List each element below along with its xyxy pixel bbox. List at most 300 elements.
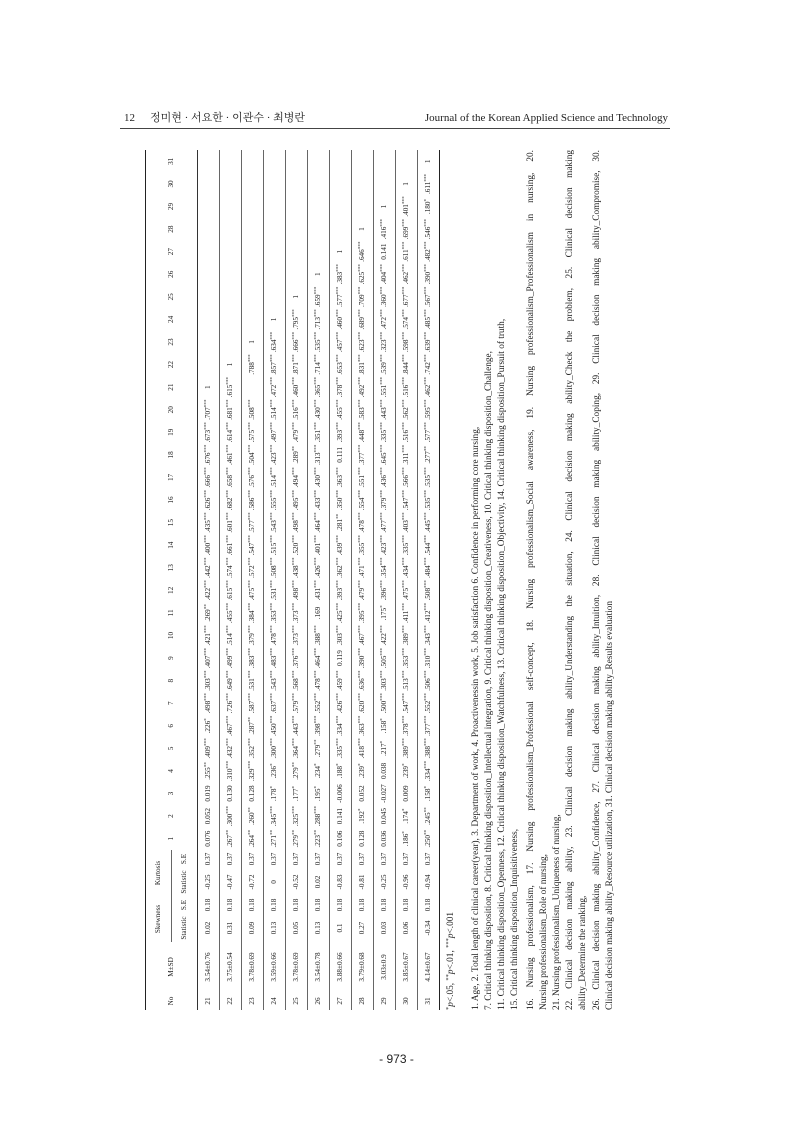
correlation-cell: .625*** xyxy=(352,263,374,286)
correlation-cell: 1 xyxy=(330,240,352,263)
correlation-cell: .390*** xyxy=(418,263,440,286)
correlation-cell: .174* xyxy=(396,805,418,828)
correlation-cell: .401*** xyxy=(396,195,418,218)
column-header: 7 xyxy=(146,692,198,715)
column-header: 5 xyxy=(146,737,198,760)
correlation-cell xyxy=(330,173,352,196)
skewness-se: 0.18 xyxy=(198,896,220,914)
table-row xyxy=(264,150,286,1010)
correlation-cell: .535*** xyxy=(418,466,440,489)
correlation-cell xyxy=(374,173,396,196)
correlation-cell xyxy=(220,308,242,331)
correlation-cell: .508*** xyxy=(242,398,264,421)
correlation-cell: .831*** xyxy=(352,353,374,376)
correlation-cell xyxy=(242,263,264,286)
correlation-cell: .464*** xyxy=(308,647,330,670)
correlation-cell: 0.128 xyxy=(352,827,374,850)
correlation-cell xyxy=(308,218,330,241)
correlation-cell xyxy=(242,173,264,196)
correlation-cell: .279** xyxy=(286,827,308,850)
correlation-cell: .433*** xyxy=(308,489,330,512)
correlation-cell: .226* xyxy=(198,715,220,738)
column-header: 26 xyxy=(146,263,198,286)
column-header: 4 xyxy=(146,760,198,783)
skewness-se: 0.18 xyxy=(418,896,440,914)
correlation-cell xyxy=(286,263,308,286)
correlation-cell: .377*** xyxy=(418,715,440,738)
correlation-cell xyxy=(330,195,352,218)
correlation-cell: .401*** xyxy=(308,534,330,557)
correlation-cell: .269** xyxy=(198,602,220,625)
row-number: 26 xyxy=(308,992,330,1010)
correlation-cell: .383*** xyxy=(330,263,352,286)
correlation-cell: .566*** xyxy=(396,466,418,489)
correlation-cell: .595*** xyxy=(418,398,440,421)
correlation-cell xyxy=(198,173,220,196)
correlation-cell: .484*** xyxy=(418,556,440,579)
correlation-cell: .462*** xyxy=(396,263,418,286)
correlation-cell: .355*** xyxy=(352,534,374,557)
correlation-cell: .267** xyxy=(220,827,242,850)
kurtosis-statistic: -0.52 xyxy=(286,868,308,896)
correlation-cell: .281** xyxy=(330,511,352,534)
correlation-cell: .335*** xyxy=(330,737,352,760)
correlation-cell: .362*** xyxy=(330,556,352,579)
note-line: 15. Critical thinking disposition_Inquisitiveness, xyxy=(510,828,520,1010)
correlation-cell: .288*** xyxy=(308,805,330,828)
table-row xyxy=(418,150,440,1010)
correlation-cell: .547*** xyxy=(396,692,418,715)
correlation-cell: .352*** xyxy=(242,737,264,760)
correlation-cell xyxy=(352,195,374,218)
kurtosis-se: 0.37 xyxy=(220,850,242,868)
correlation-cell: .574*** xyxy=(220,556,242,579)
correlation-cell: .479*** xyxy=(352,579,374,602)
correlation-cell: .325*** xyxy=(286,805,308,828)
correlation-cell xyxy=(352,150,374,173)
correlation-cell: .577*** xyxy=(330,286,352,309)
correlation-cell: .514*** xyxy=(264,398,286,421)
correlation-cell: .377*** xyxy=(352,444,374,467)
correlation-cell: .313*** xyxy=(308,444,330,467)
correlation-cell: .310*** xyxy=(220,760,242,783)
correlation-cell: .742*** xyxy=(418,353,440,376)
correlation-cell: 0.130 xyxy=(220,782,242,805)
correlation-cell: .506*** xyxy=(418,669,440,692)
correlation-cell: 0.106 xyxy=(330,827,352,850)
correlation-cell: .567*** xyxy=(418,286,440,309)
correlation-cell: .310*** xyxy=(418,647,440,670)
correlation-cell: .303*** xyxy=(374,669,396,692)
mean-sd: 3.54±0.76 xyxy=(198,942,220,992)
skewness-statistic: 0.13 xyxy=(308,914,330,942)
correlation-cell: .404*** xyxy=(374,263,396,286)
mean-sd: 3.03±0.9 xyxy=(374,942,396,992)
correlation-cell: .572*** xyxy=(242,556,264,579)
correlation-cell: .498*** xyxy=(198,692,220,715)
correlation-cell: .576*** xyxy=(242,466,264,489)
correlation-cell: .277** xyxy=(418,444,440,467)
header-kurtosis: Kurtosis xyxy=(146,850,172,896)
correlation-cell: .421*** xyxy=(198,624,220,647)
correlation-cell: .180* xyxy=(418,195,440,218)
mean-sd: 4.14±0.67 xyxy=(418,942,440,992)
correlation-cell: .673*** xyxy=(198,421,220,444)
correlation-cell xyxy=(198,240,220,263)
correlation-cell: .551*** xyxy=(352,466,374,489)
row-number: 25 xyxy=(286,992,308,1010)
row-number: 27 xyxy=(330,992,352,1010)
correlation-cell: .500*** xyxy=(374,692,396,715)
correlation-cell: .287** xyxy=(242,715,264,738)
correlation-cell: .552*** xyxy=(308,692,330,715)
column-header: 2 xyxy=(146,805,198,828)
skewness-se: 0.18 xyxy=(330,896,352,914)
correlation-cell: .188* xyxy=(330,760,352,783)
correlation-cell xyxy=(198,150,220,173)
correlation-cell: .568*** xyxy=(286,669,308,692)
correlation-cell xyxy=(264,286,286,309)
skewness-se: 0.18 xyxy=(264,896,286,914)
row-number: 30 xyxy=(396,992,418,1010)
kurtosis-se: 0.37 xyxy=(198,850,220,868)
correlation-cell: .423*** xyxy=(264,444,286,467)
correlation-cell xyxy=(264,173,286,196)
skewness-statistic: 0.06 xyxy=(396,914,418,942)
correlation-cell: .614*** xyxy=(220,421,242,444)
row-number: 31 xyxy=(418,992,440,1010)
correlation-cell: .516*** xyxy=(396,376,418,399)
header-skewness: Skewness xyxy=(146,896,172,942)
correlation-cell: .436*** xyxy=(374,466,396,489)
correlation-cell xyxy=(242,218,264,241)
correlation-cell: .393*** xyxy=(330,579,352,602)
correlation-cell: .457*** xyxy=(330,331,352,354)
correlation-cell: .334*** xyxy=(330,715,352,738)
correlation-cell xyxy=(330,150,352,173)
correlation-cell: .379*** xyxy=(374,489,396,512)
correlation-cell: .497*** xyxy=(264,421,286,444)
correlation-cell: .535*** xyxy=(418,489,440,512)
correlation-cell: .543*** xyxy=(264,669,286,692)
skewness-statistic: 0.02 xyxy=(198,914,220,942)
correlation-cell xyxy=(286,218,308,241)
correlation-cell: .485*** xyxy=(418,308,440,331)
correlation-cell: .395*** xyxy=(352,602,374,625)
column-header: 24 xyxy=(146,308,198,331)
correlation-cell: .416*** xyxy=(374,218,396,241)
kurtosis-se: 0.37 xyxy=(286,850,308,868)
correlation-cell: .666*** xyxy=(198,466,220,489)
correlation-cell: .499*** xyxy=(220,647,242,670)
column-header: 31 xyxy=(146,150,198,173)
kurtosis-statistic: -0.25 xyxy=(198,868,220,896)
correlation-cell: .373*** xyxy=(286,624,308,647)
correlation-cell xyxy=(286,195,308,218)
correlation-cell: .579*** xyxy=(286,692,308,715)
correlation-cell: .442*** xyxy=(198,556,220,579)
correlation-cell: .448*** xyxy=(352,421,374,444)
correlation-cell: .461*** xyxy=(220,444,242,467)
correlation-cell: .726*** xyxy=(220,692,242,715)
note-line: 7. Critical thinking disposition, 8. Critical thinking disposition_Intellectual integration, 9. Critical thinking disposition_Creativeness, 10. Critical thinking disposition_Challenge, xyxy=(484,351,494,1010)
correlation-cell: .438*** xyxy=(286,556,308,579)
correlation-cell: .239* xyxy=(396,760,418,783)
note-line: 1. Age, 2. Total length of clinical career(year), 3. Department of work, 4. Proactivenessin work, 5. Job satisfaction 6. Confidence in performing core nursing, xyxy=(471,426,481,1010)
correlation-cell: .586*** xyxy=(242,489,264,512)
skewness-se: 0.18 xyxy=(374,896,396,914)
correlation-cell: -0.006 xyxy=(330,782,352,805)
correlation-cell: .311*** xyxy=(396,444,418,467)
correlation-cell: .577*** xyxy=(242,511,264,534)
correlation-cell: .158* xyxy=(374,715,396,738)
row-number: 24 xyxy=(264,992,286,1010)
correlation-cell: .450*** xyxy=(264,715,286,738)
header-kurtosis-statistic: Statistic xyxy=(172,868,198,896)
correlation-cell: .271** xyxy=(264,827,286,850)
correlation-cell: .378*** xyxy=(396,715,418,738)
column-header: 28 xyxy=(146,218,198,241)
correlation-cell: .498*** xyxy=(286,579,308,602)
correlation-cell xyxy=(374,150,396,173)
correlation-cell: .459*** xyxy=(330,669,352,692)
correlation-cell: .649*** xyxy=(220,669,242,692)
column-header: 30 xyxy=(146,173,198,196)
column-header: 19 xyxy=(146,421,198,444)
table-row xyxy=(286,150,308,1010)
correlation-cell: .699*** xyxy=(396,218,418,241)
correlation-cell: .689*** xyxy=(352,308,374,331)
correlation-cell: .795*** xyxy=(286,308,308,331)
correlation-cell: .434*** xyxy=(396,556,418,579)
correlation-table xyxy=(145,150,440,1010)
rotated-table-block xyxy=(145,150,620,1010)
correlation-cell: 1 xyxy=(374,195,396,218)
correlation-cell: .620*** xyxy=(352,692,374,715)
correlation-cell xyxy=(198,286,220,309)
correlation-cell: 0.045 xyxy=(374,805,396,828)
correlation-cell: .300*** xyxy=(220,805,242,828)
correlation-cell: .598*** xyxy=(396,331,418,354)
mean-sd: 3.59±0.66 xyxy=(264,942,286,992)
correlation-cell: .554*** xyxy=(352,489,374,512)
correlation-cell: .435*** xyxy=(198,511,220,534)
note-line: Clinical decision making ability_Resource utilization, 31. Clinical decision making ability_Results evaluation xyxy=(605,601,615,1010)
correlation-cell: .411*** xyxy=(396,602,418,625)
correlation-cell: 1 xyxy=(352,218,374,241)
correlation-cell: .477*** xyxy=(374,511,396,534)
page-footer-number: - 973 - xyxy=(379,1052,414,1066)
correlation-cell: .455*** xyxy=(220,602,242,625)
table-header xyxy=(146,150,198,1010)
header-msd: M±SD xyxy=(146,942,198,992)
kurtosis-se: 0.37 xyxy=(352,850,374,868)
correlation-cell: .513*** xyxy=(396,669,418,692)
correlation-cell: .376*** xyxy=(286,647,308,670)
correlation-cell: 0.119 xyxy=(330,647,352,670)
correlation-cell: .543*** xyxy=(264,511,286,534)
correlation-cell: .634*** xyxy=(264,331,286,354)
correlation-cell: .334*** xyxy=(418,760,440,783)
author-list: 정미현 · 서요한 · 이관수 · 최병란 xyxy=(150,112,306,124)
column-header: 3 xyxy=(146,782,198,805)
correlation-cell: 1 xyxy=(308,263,330,286)
kurtosis-se: 0.37 xyxy=(264,850,286,868)
correlation-cell xyxy=(242,376,264,399)
correlation-cell xyxy=(352,173,374,196)
correlation-cell: .494*** xyxy=(286,466,308,489)
correlation-cell: .412*** xyxy=(418,602,440,625)
column-header: 11 xyxy=(146,602,198,625)
skewness-statistic: 0.05 xyxy=(286,914,308,942)
significance-note: *p<.05, **p<.01, ***p<.001 xyxy=(445,911,456,1010)
correlation-cell: .478*** xyxy=(264,624,286,647)
correlation-cell: .363*** xyxy=(330,466,352,489)
skewness-statistic: 0.09 xyxy=(242,914,264,942)
correlation-cell: .636*** xyxy=(352,669,374,692)
correlation-cell: .423*** xyxy=(374,534,396,557)
skewness-statistic: 0.27 xyxy=(352,914,374,942)
correlation-cell xyxy=(308,195,330,218)
correlation-cell: .396*** xyxy=(374,579,396,602)
correlation-cell: .460*** xyxy=(330,308,352,331)
kurtosis-statistic: -0.96 xyxy=(396,868,418,896)
correlation-cell xyxy=(264,195,286,218)
table-body xyxy=(198,150,440,1010)
correlation-cell: .422*** xyxy=(198,579,220,602)
correlation-cell: .575*** xyxy=(242,421,264,444)
correlation-cell: .393*** xyxy=(330,421,352,444)
correlation-cell: 0.076 xyxy=(198,827,220,850)
correlation-cell: .398*** xyxy=(308,715,330,738)
skewness-se: 0.18 xyxy=(396,896,418,914)
correlation-cell: .255** xyxy=(198,760,220,783)
correlation-cell: .422*** xyxy=(374,624,396,647)
column-header: 12 xyxy=(146,579,198,602)
skewness-statistic: 0.13 xyxy=(264,914,286,942)
header-skewness-se: S.E xyxy=(172,896,198,914)
correlation-cell: .239* xyxy=(352,760,374,783)
correlation-cell: .379*** xyxy=(242,624,264,647)
kurtosis-se: 0.37 xyxy=(396,850,418,868)
correlation-cell: .788*** xyxy=(242,353,264,376)
correlation-cell: .531*** xyxy=(242,669,264,692)
correlation-cell: .455*** xyxy=(330,398,352,421)
mean-sd: 3.75±0.54 xyxy=(220,942,242,992)
kurtosis-se: 0.37 xyxy=(330,850,352,868)
correlation-cell xyxy=(220,173,242,196)
correlation-cell: .418*** xyxy=(352,737,374,760)
correlation-cell: .508*** xyxy=(418,579,440,602)
correlation-cell: .714*** xyxy=(308,353,330,376)
correlation-cell xyxy=(242,286,264,309)
mean-sd: 3.54±0.78 xyxy=(308,942,330,992)
correlation-cell: .425*** xyxy=(330,602,352,625)
column-header: 6 xyxy=(146,715,198,738)
column-header: 25 xyxy=(146,286,198,309)
correlation-cell: .351*** xyxy=(308,421,330,444)
correlation-cell xyxy=(220,150,242,173)
correlation-cell xyxy=(220,263,242,286)
header-row xyxy=(146,150,172,1010)
correlation-cell: 0.141 xyxy=(330,805,352,828)
note-line: 11. Critical thinking disposition_Openness, 12. Critical thinking disposition_Watchfulness, 13. Critical thinking disposition_Objectivity, 14. Critical thinking disposition_Pursuit of truth, xyxy=(497,318,507,1010)
correlation-cell xyxy=(308,173,330,196)
row-number: 28 xyxy=(352,992,374,1010)
correlation-cell: .658*** xyxy=(220,466,242,489)
correlation-cell: .177* xyxy=(286,782,308,805)
correlation-cell: .390*** xyxy=(352,647,374,670)
correlation-cell: .623*** xyxy=(352,331,374,354)
correlation-cell xyxy=(286,150,308,173)
kurtosis-statistic: 0.02 xyxy=(308,868,330,896)
correlation-cell: .653*** xyxy=(330,353,352,376)
correlation-cell: .353*** xyxy=(396,647,418,670)
correlation-cell: .479*** xyxy=(286,421,308,444)
correlation-cell: .264** xyxy=(242,827,264,850)
correlation-cell: .175* xyxy=(374,602,396,625)
row-number: 29 xyxy=(374,992,396,1010)
correlation-cell: .300*** xyxy=(264,737,286,760)
correlation-cell: .289** xyxy=(286,444,308,467)
table-row xyxy=(198,150,220,1010)
column-header: 8 xyxy=(146,669,198,692)
correlation-cell xyxy=(286,240,308,263)
column-header: 27 xyxy=(146,240,198,263)
correlation-cell: .431*** xyxy=(308,579,330,602)
correlation-cell: .498*** xyxy=(286,511,308,534)
table-row xyxy=(396,150,418,1010)
column-header: 20 xyxy=(146,398,198,421)
mean-sd: 3.78±0.69 xyxy=(242,942,264,992)
correlation-cell: .871*** xyxy=(286,353,308,376)
correlation-cell: .467*** xyxy=(352,624,374,647)
correlation-cell: .462*** xyxy=(418,376,440,399)
correlation-cell: .350*** xyxy=(330,489,352,512)
correlation-cell xyxy=(330,218,352,241)
header-no: No xyxy=(146,992,198,1010)
correlation-cell: .192* xyxy=(352,805,374,828)
correlation-cell: .637*** xyxy=(264,692,286,715)
correlation-cell: .195* xyxy=(308,782,330,805)
correlation-cell xyxy=(220,331,242,354)
correlation-cell: .388*** xyxy=(308,624,330,647)
correlation-cell: .547*** xyxy=(396,489,418,512)
correlation-cell: .409*** xyxy=(198,737,220,760)
skewness-se: 0.18 xyxy=(286,896,308,914)
note-line: 22. Clinical decision making ability, 23. Clinical decision making ability_Understanding the situation, 24. Clinical decision making ability_Check the problem, 25. Clinical decision making xyxy=(565,150,575,1010)
correlation-cell: .574*** xyxy=(396,308,418,331)
correlation-cell: .169 xyxy=(308,602,330,625)
correlation-cell: .388*** xyxy=(418,737,440,760)
correlation-cell: .460*** xyxy=(286,376,308,399)
correlation-cell: .383*** xyxy=(242,647,264,670)
skewness-se: 0.18 xyxy=(242,896,264,914)
correlation-cell: .709*** xyxy=(352,286,374,309)
correlation-cell xyxy=(242,240,264,263)
note-line: 16. Nursing professionalism, 17. Nursing professionalism_Professional self-concept, 18. Nursing professionalism_Social awareness, 19. Nursing professionalism_Professionalism in nursing, 20. xyxy=(526,150,536,1010)
correlation-cell: .483*** xyxy=(264,647,286,670)
correlation-cell xyxy=(220,218,242,241)
correlation-cell: .389*** xyxy=(396,737,418,760)
correlation-cell: .515*** xyxy=(264,534,286,557)
mean-sd: 3.79±0.68 xyxy=(352,942,374,992)
column-header: 16 xyxy=(146,489,198,512)
kurtosis-se: 0.37 xyxy=(374,850,396,868)
correlation-cell: .329*** xyxy=(242,760,264,783)
column-header: 18 xyxy=(146,444,198,467)
kurtosis-statistic: -0.83 xyxy=(330,868,352,896)
